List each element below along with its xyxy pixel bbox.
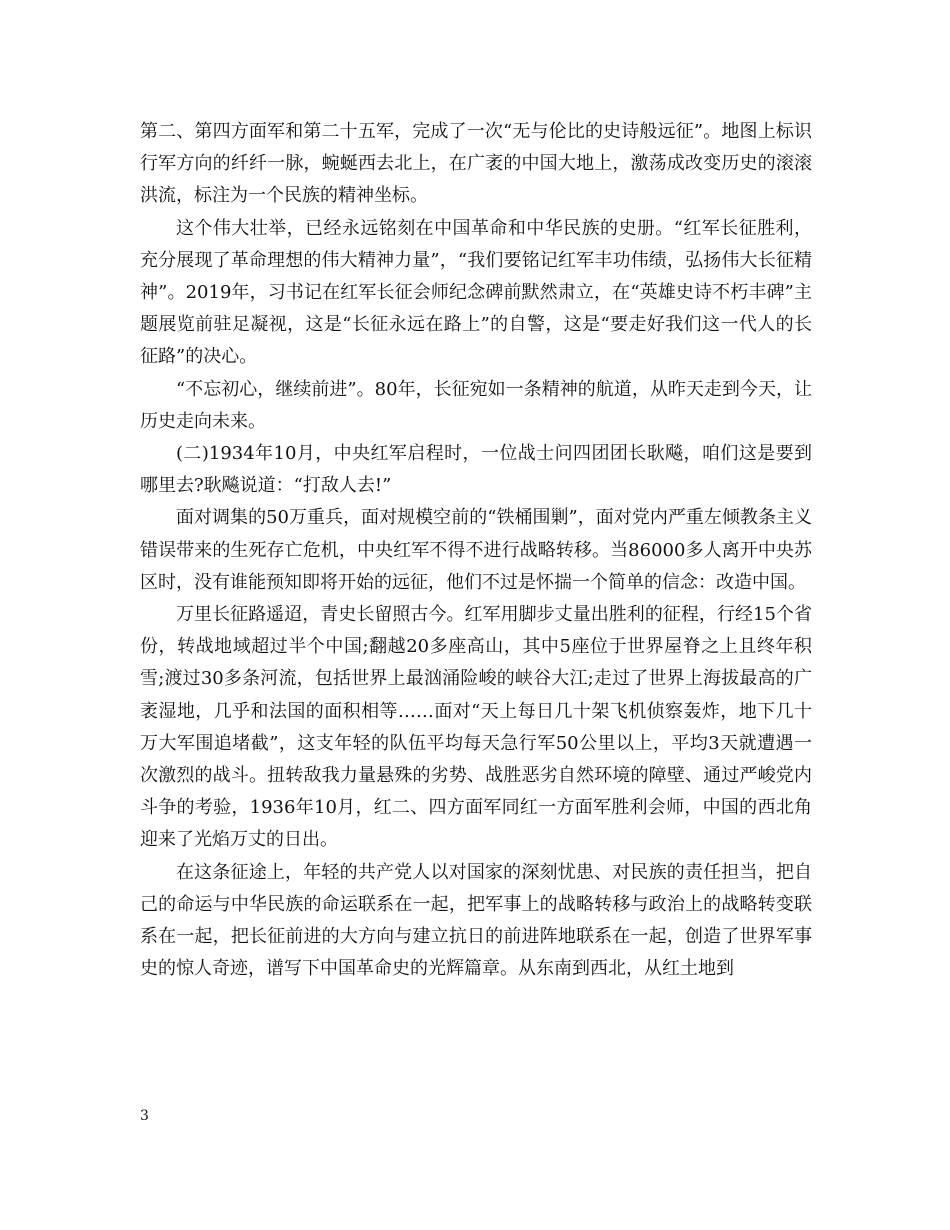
paragraph-2: 这个伟大壮举，已经永远铭刻在中国革命和中华民族的史册。“红军长征胜利，充分展现了革命理想的伟大精神力量”，“我们要铭记红军丰功伟绩，弘扬伟大长征精神”。2019年，习书记在红军长征会师纪念碑前默然肃立，在“英雄史诗不朽丰碑”主题展览前驻足凝视，这是“长征永远在路上”的自警，这是“要走好我们这一代人的长征路”的决心。 <box>140 217 812 368</box>
page-number: 3 <box>140 1108 149 1124</box>
paragraph-4: (二)1934年10月，中央红军启程时，一位战士问四团团长耿飚，咱们这是要到哪里去?耿飚说道：“打敌人去!” <box>140 443 812 497</box>
paragraph-6: 万里长征路遥迢，青史长留照古今。红军用脚步丈量出胜利的征程，行经15个省份，转战地域超过半个中国;翻越20多座高山，其中5座位于世界屋脊之上且终年积雪;渡过30多条河流，包括世界上最汹涌险峻的峡谷大江;走过了世界上海拔最高的广袤湿地，几乎和法国的面积相等……面对“天上每日几十架飞机侦察轰炸，地下几十万大军围追堵截”，这支年轻的队伍平均每天急行军50公里以上，平均3天就遭遇一次激烈的战斗。扭转敌我力量悬殊的劣势、战胜恶劣自然环境的障壁、通过严峻党内斗争的考验，1936年10月，红二、四方面军同红一方面军胜利会师，中国的西北角迎来了光焰万丈的日出。 <box>140 604 812 851</box>
document-body <box>140 116 812 985</box>
paragraph-5: 面对调集的50万重兵，面对规模空前的“铁桶围剿”，面对党内严重左倾教条主义错误带来的生死存亡危机，中央红军不得不进行战略转移。当86000多人离开中央苏区时，没有谁能预知即将开始的远征，他们不过是怀揣一个简单的信念：改造中国。 <box>140 507 812 593</box>
paragraph-3: “不忘初心，继续前进”。80年，长征宛如一条精神的航道，从昨天走到今天，让历史走向未来。 <box>140 378 812 432</box>
paragraph-1: 第二、第四方面军和第二十五军，完成了一次“无与伦比的史诗般远征”。地图上标识行军方向的纤纤一脉，蜿蜒西去北上，在广袤的中国大地上，激荡成改变历史的滚滚洪流，标注为一个民族的精神坐标。 <box>140 121 812 207</box>
paragraph-7: 在这条征途上，年轻的共产党人以对国家的深刻忧患、对民族的责任担当，把自己的命运与中华民族的命运联系在一起，把军事上的战略转移与政治上的战略转变联系在一起，把长征前进的大方向与建立抗日的前进阵地联系在一起，创造了世界军事史的惊人奇迹，谱写下中国革命史的光辉篇章。从东南到西北，从红土地到 <box>140 861 812 980</box>
